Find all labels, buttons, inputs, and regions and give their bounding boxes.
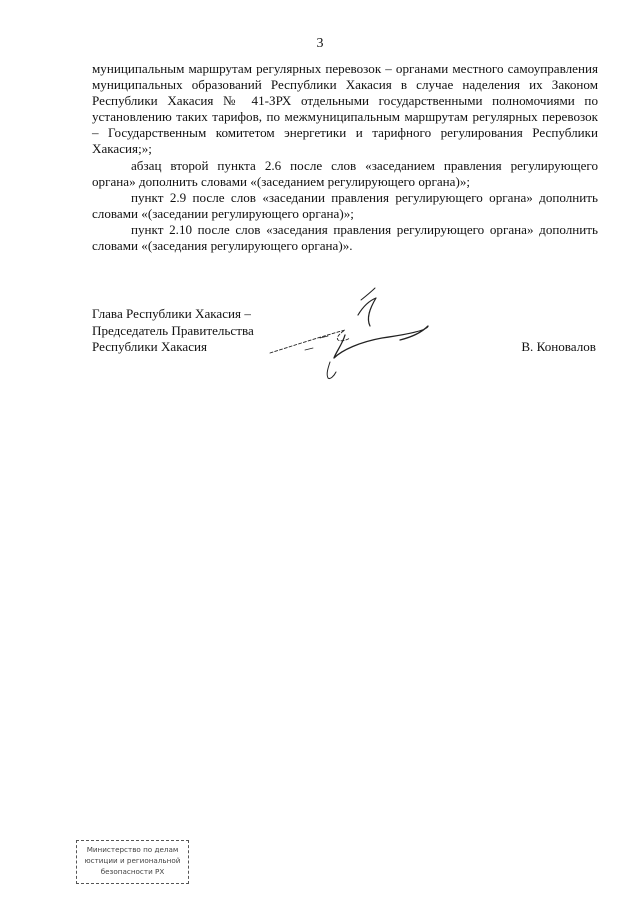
stamp-line: Министерство по делам [86, 845, 179, 854]
paragraph: муниципальным маршрутам регулярных перевозок – органами местного самоуправления муниципальных образований Республики Хакасия в случае наделения их Законом Республики Хакасия № 41-ЗРХ отдельными государственными полномочиями по установлению таких тарифов, по межмуниципальным маршрутам регулярных перевозок – Государственным комитетом энергетики и тарифного регулирования Республики Хакасия;»; [92, 61, 598, 157]
paragraph: абзац второй пункта 2.6 после слов «заседанием правления регулирующего органа» дополнить словами «(заседанием регулирующего органа)»; [92, 157, 598, 189]
signatory-title-line: Председатель Правительства [92, 322, 254, 338]
handwritten-signature [250, 280, 450, 390]
signatory-name: В. Коновалов [521, 339, 596, 354]
document-body [92, 61, 598, 254]
paragraph: пункт 2.9 после слов «заседании правления регулирующего органа» дополнить словами «(заседании регулирующего органа)»; [92, 189, 598, 221]
stamp-line: юстиции и региональной [84, 856, 181, 865]
page-number: 3 [316, 36, 324, 51]
signatory-title-line: Республики Хакасия [92, 339, 208, 354]
signatory-title [92, 306, 254, 356]
signatory-title-line: Глава Республики Хакасия – [92, 306, 251, 321]
registration-stamp [76, 840, 189, 884]
stamp-line: безопасности РХ [100, 867, 165, 876]
paragraph: пункт 2.10 после слов «заседания правления регулирующего органа» дополнить словами «(заседания регулирующего органа)». [92, 221, 598, 254]
